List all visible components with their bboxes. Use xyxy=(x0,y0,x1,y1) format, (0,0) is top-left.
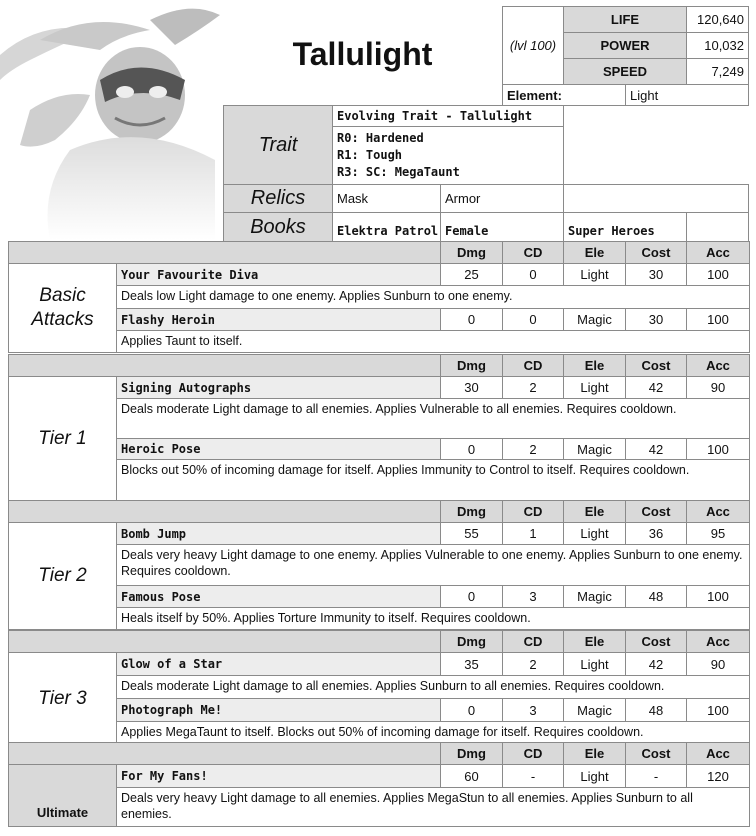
column-header-ele: Ele xyxy=(563,500,626,523)
skill-cd: 2 xyxy=(502,438,564,460)
group-header-spacer xyxy=(8,354,441,377)
column-header-cd: CD xyxy=(502,630,564,653)
skill-cd: 2 xyxy=(502,376,564,399)
group-label: Tier 2 xyxy=(8,522,117,630)
skill-cost: 42 xyxy=(625,376,687,399)
column-header-ele: Ele xyxy=(563,354,626,377)
column-header-cost: Cost xyxy=(625,500,687,523)
skill-ele: Light xyxy=(563,652,626,676)
stat-label-life: LIFE xyxy=(563,6,687,33)
skill-cost: 30 xyxy=(625,263,687,286)
column-header-acc: Acc xyxy=(686,630,750,653)
skill-cd: - xyxy=(502,764,564,788)
column-header-dmg: Dmg xyxy=(440,354,503,377)
column-header-dmg: Dmg xyxy=(440,630,503,653)
skill-cd: 0 xyxy=(502,308,564,331)
skill-acc: 100 xyxy=(686,585,750,608)
skill-ele: Light xyxy=(563,764,626,788)
skill-name: Signing Autographs xyxy=(116,376,441,399)
skill-description: Deals moderate Light damage to all enemies. Applies Sunburn to all enemies. Requires cooldown. xyxy=(116,675,750,699)
column-header-cd: CD xyxy=(502,354,564,377)
books-label: Books xyxy=(223,212,333,242)
trait-label: Trait xyxy=(223,105,333,185)
skill-acc: 90 xyxy=(686,652,750,676)
trait-line: R3: SC: MegaTaunt xyxy=(337,165,460,179)
column-header-dmg: Dmg xyxy=(440,742,503,765)
column-header-cost: Cost xyxy=(625,742,687,765)
column-header-acc: Acc xyxy=(686,742,750,765)
skill-description: Deals very heavy Light damage to one enemy. Applies Vulnerable to one enemy. Applies Sunburn to one enemy. Requires cooldown. xyxy=(116,544,750,586)
skill-ele: Light xyxy=(563,522,626,545)
element-label: Element: xyxy=(502,84,626,106)
trait-line: R0: Hardened xyxy=(337,131,424,145)
skill-cost: 42 xyxy=(625,438,687,460)
skill-acc: 100 xyxy=(686,438,750,460)
trait-lines xyxy=(332,126,564,185)
column-header-ele: Ele xyxy=(563,742,626,765)
skill-dmg: 0 xyxy=(440,438,503,460)
skill-ele: Light xyxy=(563,263,626,286)
skill-dmg: 0 xyxy=(440,698,503,722)
column-header-dmg: Dmg xyxy=(440,241,503,264)
skill-name: Bomb Jump xyxy=(116,522,441,545)
skill-acc: 90 xyxy=(686,376,750,399)
group-header-spacer xyxy=(8,500,441,523)
column-header-acc: Acc xyxy=(686,241,750,264)
group-label: Basic Attacks xyxy=(8,263,117,353)
skill-acc: 100 xyxy=(686,698,750,722)
skill-name: Photograph Me! xyxy=(116,698,441,722)
group-header-spacer xyxy=(8,742,441,765)
skill-description: Deals very heavy Light damage to all enemies. Applies MegaStun to all enemies. Applies Sunburn to all enemies. xyxy=(116,787,750,827)
stat-value-power: 10,032 xyxy=(686,32,749,59)
skill-ele: Magic xyxy=(563,308,626,331)
skill-dmg: 25 xyxy=(440,263,503,286)
trait-title: Evolving Trait - Tallulight xyxy=(332,105,564,127)
skill-description: Applies Taunt to itself. xyxy=(116,330,750,353)
column-header-ele: Ele xyxy=(563,630,626,653)
skill-cost: 42 xyxy=(625,652,687,676)
column-header-dmg: Dmg xyxy=(440,500,503,523)
skill-dmg: 35 xyxy=(440,652,503,676)
skill-description: Heals itself by 50%. Applies Torture Immunity to itself. Requires cooldown. xyxy=(116,607,750,630)
skill-acc: 100 xyxy=(686,308,750,331)
column-header-cost: Cost xyxy=(625,241,687,264)
stat-label-power: POWER xyxy=(563,32,687,59)
skill-acc: 100 xyxy=(686,263,750,286)
column-header-cd: CD xyxy=(502,500,564,523)
skill-cd: 3 xyxy=(502,585,564,608)
relic-cell: Mask xyxy=(332,184,441,213)
skill-description: Blocks out 50% of incoming damage for itself. Applies Immunity to Control to itself. Requires cooldown. xyxy=(116,459,750,501)
stat-value-speed: 7,249 xyxy=(686,58,749,85)
skill-name: Heroic Pose xyxy=(116,438,441,460)
skill-dmg: 0 xyxy=(440,308,503,331)
column-header-acc: Acc xyxy=(686,354,750,377)
column-header-ele: Ele xyxy=(563,241,626,264)
book-cell: Female xyxy=(440,212,564,242)
skill-dmg: 0 xyxy=(440,585,503,608)
column-header-cost: Cost xyxy=(625,354,687,377)
column-header-cd: CD xyxy=(502,742,564,765)
skill-name: Famous Pose xyxy=(116,585,441,608)
book-cell: Elektra Patrol xyxy=(332,212,441,242)
skill-cost: - xyxy=(625,764,687,788)
skill-acc: 120 xyxy=(686,764,750,788)
column-header-acc: Acc xyxy=(686,500,750,523)
stat-value-life: 120,640 xyxy=(686,6,749,33)
skill-cd: 0 xyxy=(502,263,564,286)
book-cell xyxy=(686,212,749,242)
skill-description: Deals low Light damage to one enemy. Applies Sunburn to one enemy. xyxy=(116,285,750,309)
group-header-spacer xyxy=(8,630,441,653)
hero-portrait xyxy=(0,0,225,240)
skill-cd: 1 xyxy=(502,522,564,545)
column-header-cost: Cost xyxy=(625,630,687,653)
skill-ele: Light xyxy=(563,376,626,399)
skill-name: For My Fans! xyxy=(116,764,441,788)
element-value: Light xyxy=(625,84,749,106)
group-label: Tier 1 xyxy=(8,376,117,501)
group-header-spacer xyxy=(8,241,441,264)
skill-name: Your Favourite Diva xyxy=(116,263,441,286)
group-label: Ultimate xyxy=(8,764,117,827)
skill-acc: 95 xyxy=(686,522,750,545)
skill-cost: 48 xyxy=(625,698,687,722)
skill-cost: 48 xyxy=(625,585,687,608)
skill-cd: 3 xyxy=(502,698,564,722)
skill-cd: 2 xyxy=(502,652,564,676)
skill-name: Flashy Heroin xyxy=(116,308,441,331)
skill-cost: 36 xyxy=(625,522,687,545)
relics-label: Relics xyxy=(223,184,333,213)
relic-cell xyxy=(563,184,749,213)
skill-description: Applies MegaTaunt to itself. Blocks out 50% of incoming damage for itself. Requires cooldown. xyxy=(116,721,750,745)
skill-dmg: 55 xyxy=(440,522,503,545)
skill-ele: Magic xyxy=(563,698,626,722)
book-cell: Super Heroes xyxy=(563,212,687,242)
hero-level: (lvl 100) xyxy=(502,6,564,85)
hero-name: Tallulight xyxy=(292,36,433,72)
skill-dmg: 30 xyxy=(440,376,503,399)
relic-cell: Armor xyxy=(440,184,564,213)
trait-line: R1: Tough xyxy=(337,148,403,162)
skill-cost: 30 xyxy=(625,308,687,331)
skill-ele: Magic xyxy=(563,438,626,460)
skill-ele: Magic xyxy=(563,585,626,608)
skill-dmg: 60 xyxy=(440,764,503,788)
group-label: Tier 3 xyxy=(8,652,117,745)
skill-name: Glow of a Star xyxy=(116,652,441,676)
column-header-cd: CD xyxy=(502,241,564,264)
stat-label-speed: SPEED xyxy=(563,58,687,85)
skill-description: Deals moderate Light damage to all enemies. Applies Vulnerable to all enemies. Requires cooldown. xyxy=(116,398,750,439)
